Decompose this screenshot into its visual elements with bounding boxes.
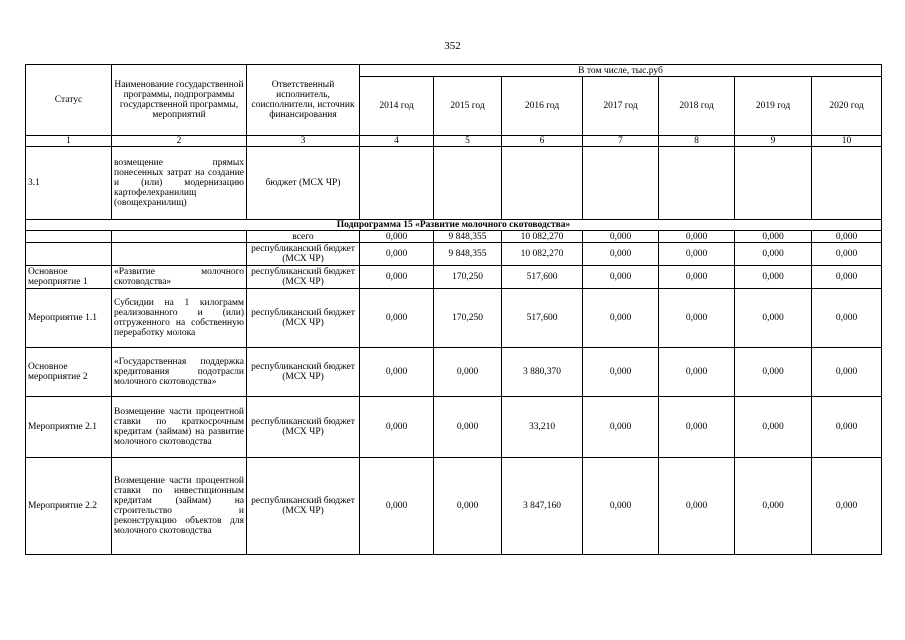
subprogram-row bbox=[26, 220, 882, 231]
row-status: 3.1 bbox=[26, 147, 112, 220]
row-value: 0,000 bbox=[360, 458, 434, 555]
row-value: 0,000 bbox=[583, 458, 659, 555]
row-value: 0,000 bbox=[812, 397, 882, 458]
table-row bbox=[26, 266, 882, 289]
row-executor: республиканский бюджет (МСХ ЧР) bbox=[247, 458, 360, 555]
header-year: 2019 год bbox=[735, 77, 812, 136]
header-status: Статус bbox=[26, 65, 112, 136]
row-value: 0,000 bbox=[812, 289, 882, 348]
row-value: 517,600 bbox=[502, 266, 583, 289]
row-value: 0,000 bbox=[659, 289, 735, 348]
row-status: Мероприятие 2.2 bbox=[26, 458, 112, 555]
header-year: 2015 год bbox=[434, 77, 502, 136]
header-executor: Ответственный исполнитель, соисполнители, источник финансирования bbox=[247, 65, 360, 136]
row-value: 9 848,355 bbox=[434, 243, 502, 266]
row-value: 0,000 bbox=[735, 458, 812, 555]
page-number: 352 bbox=[444, 40, 461, 52]
column-number: 4 bbox=[360, 136, 434, 147]
subprogram-title: Подпрограмма 15 «Развитие молочного скотоводства» bbox=[26, 220, 882, 231]
row-name bbox=[112, 231, 247, 243]
table-row bbox=[26, 147, 882, 220]
row-value: 0,000 bbox=[659, 231, 735, 243]
row-status bbox=[26, 243, 112, 266]
row-status: Основное мероприятие 1 bbox=[26, 266, 112, 289]
row-name: возмещение прямых понесенных затрат на создание и (или) модернизацию картофелехранилищ (овощехранилищ) bbox=[112, 147, 247, 220]
row-value: 10 082,270 bbox=[502, 243, 583, 266]
budget-table bbox=[25, 64, 882, 555]
row-value: 0,000 bbox=[735, 289, 812, 348]
row-value: 0,000 bbox=[735, 397, 812, 458]
row-name: «Развитие молочного скотоводства» bbox=[112, 266, 247, 289]
row-value: 0,000 bbox=[583, 348, 659, 397]
header-year: 2017 год bbox=[583, 77, 659, 136]
column-number: 3 bbox=[247, 136, 360, 147]
row-value: 0,000 bbox=[360, 266, 434, 289]
row-executor: бюджет (МСХ ЧР) bbox=[247, 147, 360, 220]
row-value: 0,000 bbox=[735, 231, 812, 243]
column-number: 7 bbox=[583, 136, 659, 147]
column-number: 6 bbox=[502, 136, 583, 147]
header-year: 2016 год bbox=[502, 77, 583, 136]
row-executor: республиканский бюджет (МСХ ЧР) bbox=[247, 348, 360, 397]
row-status: Мероприятие 2.1 bbox=[26, 397, 112, 458]
row-value: 0,000 bbox=[360, 397, 434, 458]
row-executor: республиканский бюджет (МСХ ЧР) bbox=[247, 243, 360, 266]
row-value: 0,000 bbox=[360, 289, 434, 348]
row-value: 517,600 bbox=[502, 289, 583, 348]
header-name: Наименование государственной программы, подпрограммы государственной программы, мероприятий bbox=[112, 65, 247, 136]
row-value: 0,000 bbox=[434, 348, 502, 397]
column-number: 9 bbox=[735, 136, 812, 147]
row-value: 0,000 bbox=[583, 243, 659, 266]
table-row bbox=[26, 243, 882, 266]
row-value: 10 082,270 bbox=[502, 231, 583, 243]
header-row bbox=[26, 65, 882, 77]
header-year: 2014 год bbox=[360, 77, 434, 136]
row-name: Возмещение части процентной ставки по краткосрочным кредитам (займам) на развитие молочного скотоводства bbox=[112, 397, 247, 458]
column-number: 1 bbox=[26, 136, 112, 147]
table-row bbox=[26, 397, 882, 458]
column-number: 5 bbox=[434, 136, 502, 147]
row-value: 0,000 bbox=[434, 458, 502, 555]
row-value: 0,000 bbox=[735, 243, 812, 266]
row-name bbox=[112, 243, 247, 266]
column-number: 8 bbox=[659, 136, 735, 147]
row-value: 0,000 bbox=[659, 243, 735, 266]
column-numbers-row bbox=[26, 136, 882, 147]
row-status: Основное мероприятие 2 bbox=[26, 348, 112, 397]
row-value: 0,000 bbox=[735, 348, 812, 397]
column-number: 10 bbox=[812, 136, 882, 147]
row-name: Возмещение части процентной ставки по инвестиционным кредитам (займам) на строительство и реконструкцию объектов для молочного скотоводства bbox=[112, 458, 247, 555]
row-value: 0,000 bbox=[434, 397, 502, 458]
row-value: 3 847,160 bbox=[502, 458, 583, 555]
row-executor: республиканский бюджет (МСХ ЧР) bbox=[247, 289, 360, 348]
row-value: 9 848,355 bbox=[434, 231, 502, 243]
row-executor: всего bbox=[247, 231, 360, 243]
table-row bbox=[26, 348, 882, 397]
row-executor: республиканский бюджет (МСХ ЧР) bbox=[247, 397, 360, 458]
row-value: 0,000 bbox=[360, 231, 434, 243]
column-number: 2 bbox=[112, 136, 247, 147]
row-value: 0,000 bbox=[583, 289, 659, 348]
row-value: 0,000 bbox=[360, 348, 434, 397]
row-value: 0,000 bbox=[360, 243, 434, 266]
row-value: 0,000 bbox=[812, 266, 882, 289]
row-value: 33,210 bbox=[502, 397, 583, 458]
table-row bbox=[26, 458, 882, 555]
row-value: 0,000 bbox=[659, 348, 735, 397]
row-value: 0,000 bbox=[812, 231, 882, 243]
table-row bbox=[26, 289, 882, 348]
row-value: 3 880,370 bbox=[502, 348, 583, 397]
row-status bbox=[26, 231, 112, 243]
row-value: 0,000 bbox=[583, 231, 659, 243]
row-value: 0,000 bbox=[583, 397, 659, 458]
row-value: 170,250 bbox=[434, 289, 502, 348]
row-value: 0,000 bbox=[812, 458, 882, 555]
row-value: 0,000 bbox=[659, 266, 735, 289]
row-value: 0,000 bbox=[735, 266, 812, 289]
row-executor: республиканский бюджет (МСХ ЧР) bbox=[247, 266, 360, 289]
row-value: 0,000 bbox=[812, 348, 882, 397]
row-value: 0,000 bbox=[659, 397, 735, 458]
row-value: 0,000 bbox=[659, 458, 735, 555]
table-row bbox=[26, 231, 882, 243]
row-value: 170,250 bbox=[434, 266, 502, 289]
header-year: 2020 год bbox=[812, 77, 882, 136]
row-name: Субсидии на 1 килограмм реализованного и (или) отгруженного на собственную переработку молока bbox=[112, 289, 247, 348]
row-value: 0,000 bbox=[583, 266, 659, 289]
header-group: В том числе, тыс.руб bbox=[360, 65, 882, 77]
header-year: 2018 год bbox=[659, 77, 735, 136]
row-status: Мероприятие 1.1 bbox=[26, 289, 112, 348]
row-name: «Государственная поддержка кредитования подотрасли молочного скотоводства» bbox=[112, 348, 247, 397]
row-value: 0,000 bbox=[812, 243, 882, 266]
